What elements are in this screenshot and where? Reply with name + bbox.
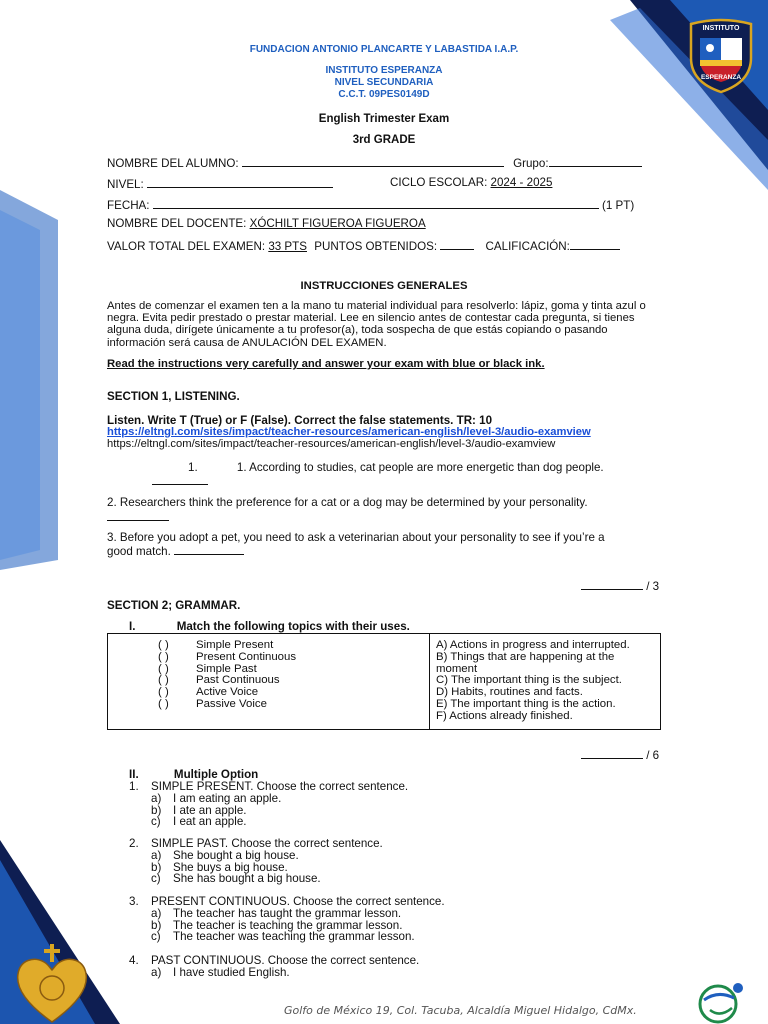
matching-table (107, 633, 661, 730)
mc-option[interactable]: a) I am eating an apple. (151, 791, 282, 805)
docente-row (107, 217, 426, 230)
question-3-continued (107, 543, 244, 558)
puntos-blank[interactable] (440, 238, 474, 250)
question-1 (188, 461, 604, 474)
topic-label: Simple Past (196, 662, 257, 675)
mc-option[interactable]: b) The teacher is teaching the grammar lesson. (151, 918, 403, 932)
school-cct: C.C.T. 09PES0149D (338, 89, 430, 100)
alumno-blank[interactable] (242, 155, 504, 167)
topic-label: Present Continuous (196, 650, 297, 663)
fecha-blank[interactable] (153, 197, 599, 209)
nivel-blank[interactable] (147, 176, 333, 188)
ciclo-row (390, 176, 552, 189)
topic-label: Past Continuous (196, 674, 280, 687)
globe-logo-icon (696, 978, 748, 1024)
grupo-blank[interactable] (549, 155, 642, 167)
nivel-label: NIVEL: (107, 178, 144, 191)
section1-instruction: Listen. Write T (True) or F (False). Correct the false statements. TR: 10 (107, 414, 493, 427)
nivel-row (107, 176, 333, 191)
use-item: E) The important thing is the action. (436, 697, 616, 710)
part2-title: Multiple Option (173, 768, 259, 781)
instructions-body: Antes de comenzar el examen ten a la mano tu material individual para resolverlo: lápiz, goma y tinta azul o negra. Evita pedir prestado o prestar material. Lee en silencio antes de contestar cada pregunta, si tienes alguna duda, dirígete únicamente a tu profesor(a), toda sospecha de que estás copiando o pasando información será causa de ANULACIÓN DEL EXAMEN. (107, 300, 646, 349)
part2-number: II. (129, 768, 139, 781)
mc-text: PAST CONTINUOUS. Choose the correct sentence. (151, 954, 420, 967)
section1-title: SECTION 1, LISTENING. (107, 390, 240, 403)
section1-score-total: / 3 (646, 580, 660, 593)
mc-option[interactable]: a) She bought a big house. (151, 848, 299, 862)
instructions-title: INSTRUCCIONES GENERALES (300, 280, 468, 292)
read-instructions: Read the instructions very carefully and answer your exam with blue or black ink. (107, 358, 545, 370)
topic-row[interactable]: ( ) Simple Past (158, 662, 257, 675)
mc-option[interactable]: c) The teacher was teaching the grammar lesson. (151, 930, 415, 944)
part1-number: I. (129, 620, 136, 633)
mc-option[interactable]: b) She buys a big house. (151, 860, 288, 874)
heart-emblem-icon (14, 944, 90, 1024)
topic-label: Active Voice (196, 686, 259, 699)
foundation-name: FUNDACION ANTONIO PLANCARTE Y LABASTIDA I.A.P. (249, 44, 519, 55)
grupo-label: Grupo: (513, 157, 549, 170)
puntos-label: PUNTOS OBTENIDOS: (314, 240, 438, 253)
question-2-text: 2. Researchers think the preference for a cat or a dog may be determined by your personality. (107, 496, 588, 509)
mc-number: 4. (129, 954, 139, 967)
fecha-points: (1 PT) (601, 199, 635, 212)
mc-question-4 (129, 955, 419, 979)
topic-row[interactable]: ( ) Past Continuous (158, 674, 280, 687)
use-item: A) Actions in progress and interrupted. (436, 639, 630, 651)
question-3-text: 3. Before you adopt a pet, you need to ask a veterinarian about your personality to see if you’re a (107, 531, 605, 544)
institute-name: INSTITUTO ESPERANZA (325, 65, 443, 76)
mc-number: 2. (129, 837, 139, 850)
mc-text: PRESENT CONTINUOUS. Choose the correct sentence. (151, 895, 445, 908)
mc-option[interactable]: a) I have studied English. (151, 965, 290, 979)
mc-option[interactable]: a) The teacher has taught the grammar lesson. (151, 906, 402, 920)
mc-question-1 (129, 781, 408, 828)
fecha-label: FECHA: (107, 199, 150, 212)
valor-value: 33 PTS (268, 240, 307, 253)
answer-blank-3[interactable] (174, 543, 244, 555)
answer-blank-2[interactable] (107, 510, 169, 521)
mc-option[interactable]: c) I eat an apple. (151, 815, 247, 829)
section1-score (581, 578, 659, 593)
ciclo-label: CICLO ESCOLAR: (390, 176, 488, 189)
docente-label: NOMBRE DEL DOCENTE: (107, 217, 247, 230)
mc-number: 3. (129, 895, 139, 908)
question-1-text: 1. According to studies, cat people are more energetic than dog people. (236, 461, 604, 474)
logo-bottom-text: ESPERANZA (700, 74, 742, 81)
audio-link-plain: https://eltngl.com/sites/impact/teacher-resources/american-english/level-3/audio-examview (107, 438, 556, 450)
question-3-text-end: good match. (107, 545, 171, 558)
part1-heading (129, 620, 410, 633)
mc-option[interactable]: b) I ate an apple. (151, 803, 247, 817)
exam-title: English Trimester Exam (318, 113, 450, 125)
uses-column (430, 634, 661, 730)
use-item: C) The important thing is the subject. (436, 674, 622, 687)
calif-label: CALIFICACIÓN: (485, 240, 570, 253)
docente-value: XÓCHILT FIGUEROA FIGUEROA (249, 217, 426, 230)
section2-score-blank[interactable] (581, 747, 643, 759)
ciclo-value: 2024 - 2025 (490, 176, 553, 189)
mc-text: SIMPLE PRESENT. Choose the correct sentence. (151, 780, 409, 793)
logo-top-text: INSTITUTO (702, 25, 740, 32)
answer-blank-1[interactable] (152, 474, 208, 485)
use-item: F) Actions already finished. (436, 709, 573, 722)
mc-option[interactable]: c) She has bought a big house. (151, 872, 321, 886)
section2-score-total: / 6 (646, 749, 660, 762)
mc-number: 1. (129, 780, 139, 793)
section2-title: SECTION 2; GRAMMAR. (107, 599, 241, 612)
topic-label: Passive Voice (196, 697, 267, 710)
student-name-row (107, 155, 642, 170)
valor-label: VALOR TOTAL DEL EXAMEN: (107, 240, 266, 253)
audio-link[interactable]: https://eltngl.com/sites/impact/teacher-resources/american-english/level-3/audio-examview (107, 426, 591, 438)
valor-row (107, 238, 620, 253)
footer-address: Golfo de México 19, Col. Tacuba, Alcaldía Miguel Hidalgo, CdMx. (284, 1004, 637, 1017)
fecha-row (107, 197, 634, 212)
topic-row[interactable]: ( ) Simple Present (158, 639, 274, 651)
use-item: D) Habits, routines and facts. (436, 686, 583, 699)
mc-question-3 (129, 896, 445, 943)
topic-row[interactable]: ( ) Present Continuous (158, 650, 297, 663)
topic-row[interactable]: ( ) Active Voice (158, 686, 259, 699)
part1-title: Match the following topics with their uses. (176, 620, 410, 633)
left-decoration (0, 190, 60, 570)
question-1-number: 1. (188, 461, 198, 474)
topics-column (108, 634, 430, 730)
topic-row[interactable]: ( ) Passive Voice (158, 697, 267, 710)
topic-label: Simple Present (196, 639, 274, 651)
mc-text: SIMPLE PAST. Choose the correct sentence. (151, 837, 383, 850)
alumno-label: NOMBRE DEL ALUMNO: (107, 157, 239, 170)
calif-blank[interactable] (570, 238, 620, 250)
section1-score-blank[interactable] (581, 578, 643, 590)
exam-grade: 3rd GRADE (352, 134, 416, 146)
section2-score (581, 747, 659, 762)
use-item: B) Things that are happening at the moment (436, 650, 615, 675)
mc-question-2 (129, 838, 383, 885)
school-level: NIVEL SECUNDARIA (334, 77, 434, 88)
